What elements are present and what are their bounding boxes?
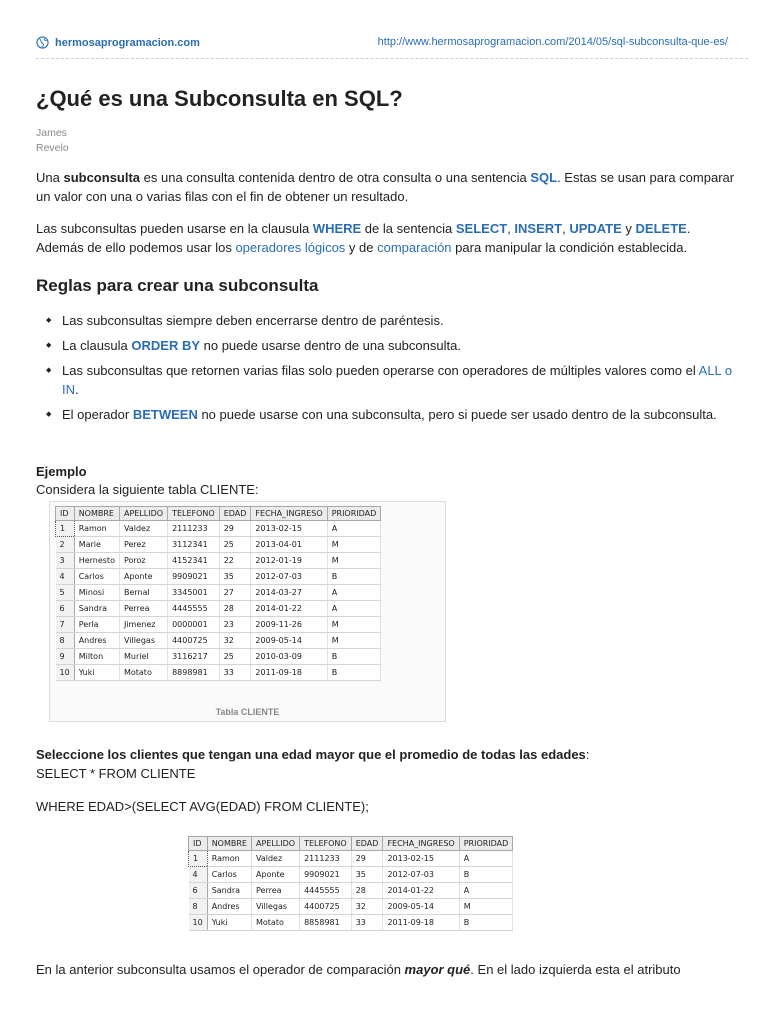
- query-line-2: WHERE EDAD>(SELECT AVG(EDAD) FROM CLIENTE);: [36, 799, 369, 814]
- table-cell: A: [327, 601, 381, 617]
- table-body: [56, 521, 381, 681]
- table-cell: 3: [56, 553, 75, 569]
- table-cell: B: [327, 569, 381, 585]
- column-header: ID: [189, 837, 208, 851]
- table-row: [56, 569, 381, 585]
- table-cell: 4152341: [168, 553, 220, 569]
- term-mayor-que: mayor qué: [404, 962, 471, 977]
- list-item: [36, 405, 736, 424]
- table-cell: 2111233: [168, 521, 220, 537]
- table-cell: 32: [219, 633, 251, 649]
- table-header-row: [56, 507, 381, 521]
- table-cell: B: [459, 915, 513, 931]
- table-cell: 2012-01-19: [251, 553, 327, 569]
- table-cell: 2009-05-14: [383, 899, 459, 915]
- sql-link[interactable]: SQL: [530, 170, 558, 185]
- text-run: Las subconsultas pueden usarse en la clausula: [36, 221, 313, 236]
- table-cell: 35: [219, 569, 251, 585]
- table-cell: Poroz: [119, 553, 167, 569]
- table-cell: Valdez: [251, 851, 299, 867]
- table-cell: 29: [351, 851, 383, 867]
- table-cell: 0000001: [168, 617, 220, 633]
- example-text: Considera la siguiente tabla CLIENTE:: [36, 482, 259, 497]
- text-run: El operador: [62, 407, 133, 422]
- table-cell: A: [327, 521, 381, 537]
- term-subconsulta: subconsulta: [63, 170, 141, 185]
- table-cell: M: [459, 899, 513, 915]
- table-row: [189, 867, 513, 883]
- table-row: [189, 915, 513, 931]
- table-row: [189, 851, 513, 867]
- table-cell: 10: [56, 665, 75, 681]
- column-header: FECHA_INGRESO: [383, 837, 459, 851]
- table-cell: 4400725: [168, 633, 220, 649]
- table-cell: 1: [189, 851, 208, 867]
- table-row: [189, 883, 513, 899]
- table-cell: 9909021: [300, 867, 352, 883]
- table-row: [56, 633, 381, 649]
- table-cell: 29: [219, 521, 251, 537]
- table-cell: 2013-02-15: [383, 851, 459, 867]
- table-row: [56, 521, 381, 537]
- table-cell: M: [327, 617, 381, 633]
- table-cell: 2011-09-18: [251, 665, 327, 681]
- logical-operators-link[interactable]: operadores lógicos: [235, 240, 346, 255]
- column-header: FECHA_INGRESO: [251, 507, 327, 521]
- table-cell: Bernal: [119, 585, 167, 601]
- list-item: [36, 336, 736, 355]
- table-cell: 4: [189, 867, 208, 883]
- author: [36, 126, 69, 156]
- table-cell: Andres: [74, 633, 119, 649]
- table-row: [56, 649, 381, 665]
- table-cell: 2009-05-14: [251, 633, 327, 649]
- table-cell: 2012-07-03: [251, 569, 327, 585]
- table-cell: 25: [219, 537, 251, 553]
- select-link[interactable]: SELECT: [455, 221, 508, 236]
- table-header-row: [189, 837, 513, 851]
- table-cell: 1: [56, 521, 75, 537]
- table-cell: 4400725: [300, 899, 352, 915]
- table-cell: B: [459, 867, 513, 883]
- list-item: [36, 311, 736, 330]
- table-row: [56, 665, 381, 681]
- table-cell: 2012-07-03: [383, 867, 459, 883]
- text-run: y: [621, 221, 636, 236]
- table-cell: Milton: [74, 649, 119, 665]
- table-cell: M: [327, 553, 381, 569]
- table-cell: 10: [189, 915, 208, 931]
- table-cell: 23: [219, 617, 251, 633]
- figure-caption: Tabla CLIENTE: [215, 707, 280, 717]
- table-cell: Perez: [119, 537, 167, 553]
- table-cell: Yuki: [207, 915, 251, 931]
- comparison-link[interactable]: comparación: [377, 240, 452, 255]
- table-cell: 3112341: [168, 537, 220, 553]
- table-cell: Villegas: [251, 899, 299, 915]
- table-cell: 8858981: [300, 915, 352, 931]
- table-cell: Motato: [251, 915, 299, 931]
- text-run: no puede usarse dentro de una subconsulta.: [200, 338, 461, 353]
- table-cell: Aponte: [119, 569, 167, 585]
- table-cell: 25: [219, 649, 251, 665]
- table-cell: 9909021: [168, 569, 220, 585]
- all-in-link[interactable]: ALL o IN: [62, 363, 733, 397]
- table-cell: 2013-02-15: [251, 521, 327, 537]
- text-run: Una: [36, 170, 64, 185]
- table-cell: 4445555: [168, 601, 220, 617]
- table-row: [56, 601, 381, 617]
- between-link[interactable]: BETWEEN: [132, 407, 198, 422]
- column-header: APELLIDO: [251, 837, 299, 851]
- column-header: EDAD: [351, 837, 383, 851]
- table-cell: B: [327, 665, 381, 681]
- table-cell: 6: [56, 601, 75, 617]
- where-link[interactable]: WHERE: [312, 221, 362, 236]
- text-run: de la sentencia: [361, 221, 456, 236]
- text-run: .: [75, 382, 79, 397]
- table-cell: 2014-03-27: [251, 585, 327, 601]
- table-cell: 2010-03-09: [251, 649, 327, 665]
- column-header: APELLIDO: [119, 507, 167, 521]
- update-link[interactable]: UPDATE: [569, 221, 622, 236]
- table-cell: 22: [219, 553, 251, 569]
- table-cell: Hernesto: [74, 553, 119, 569]
- table-row: [56, 537, 381, 553]
- column-header: NOMBRE: [207, 837, 251, 851]
- table-cell: 2: [56, 537, 75, 553]
- column-header: TELEFONO: [300, 837, 352, 851]
- query-line-1: SELECT * FROM CLIENTE: [36, 766, 196, 781]
- text-run: . Además de ello podemos usar los: [36, 221, 691, 255]
- table-cell: 4445555: [300, 883, 352, 899]
- table-body: [189, 851, 513, 931]
- order-by-link[interactable]: ORDER BY: [131, 338, 201, 353]
- text-run: es una consulta contenida dentro de otra consulta o una sentencia: [140, 170, 531, 185]
- table-cell: 8: [56, 633, 75, 649]
- table-cell: M: [327, 537, 381, 553]
- example-heading: [36, 462, 87, 481]
- table-cell: Jimenez: [119, 617, 167, 633]
- table-cell: Motato: [119, 665, 167, 681]
- text-run: Las subconsultas que retornen varias filas solo pueden operarse con operadores de múltiples valores como el: [62, 363, 699, 378]
- table-cell: 2111233: [300, 851, 352, 867]
- page-title: ¿Qué es una Subconsulta en SQL?: [36, 86, 403, 111]
- text-run: Las subconsultas siempre deben encerrarse dentro de paréntesis.: [62, 313, 444, 328]
- table-cell: 6: [189, 883, 208, 899]
- cliente-table: [55, 506, 381, 681]
- table-cell: 33: [219, 665, 251, 681]
- table-cell: 28: [219, 601, 251, 617]
- table-cell: 3345001: [168, 585, 220, 601]
- table-cell: A: [327, 585, 381, 601]
- table-cell: 2014-01-22: [251, 601, 327, 617]
- table-cell: A: [459, 851, 513, 867]
- table-cell: Villegas: [119, 633, 167, 649]
- result-table: [188, 836, 513, 931]
- table-cell: Valdez: [119, 521, 167, 537]
- rules-list: [36, 311, 736, 430]
- table-row: [56, 585, 381, 601]
- table-cell: Carlos: [74, 569, 119, 585]
- column-header: PRIORIDAD: [327, 507, 381, 521]
- header-divider: [36, 58, 748, 59]
- table-cell: 8: [189, 899, 208, 915]
- text-run: . En el lado izquierda esta el atributo: [470, 962, 681, 977]
- column-header: NOMBRE: [74, 507, 119, 521]
- table-cell: Muriel: [119, 649, 167, 665]
- rules-heading: Reglas para crear una subconsulta: [36, 276, 319, 295]
- query-lead: [36, 745, 589, 764]
- intro-paragraph-2: [36, 219, 736, 257]
- site-link[interactable]: [36, 36, 200, 49]
- text-run: y de: [345, 240, 378, 255]
- intro-paragraph-1: [36, 168, 736, 206]
- text-run: ,: [507, 221, 515, 236]
- text-run: no puede usarse con una subconsulta, pero si puede ser usado dentro de la subconsulta.: [197, 407, 717, 422]
- table-cell: Ramon: [74, 521, 119, 537]
- table-cell: Perrea: [251, 883, 299, 899]
- table-cell: Andres: [207, 899, 251, 915]
- table-cell: 27: [219, 585, 251, 601]
- column-header: ID: [56, 507, 75, 521]
- table-row: [189, 899, 513, 915]
- table-cell: Marie: [74, 537, 119, 553]
- table-row: [56, 553, 381, 569]
- column-header: EDAD: [219, 507, 251, 521]
- table-cell: A: [459, 883, 513, 899]
- table-cell: 2011-09-18: [383, 915, 459, 931]
- list-item: [36, 361, 736, 399]
- text-run: La clausula: [62, 338, 132, 353]
- table-cell: 35: [351, 867, 383, 883]
- table-cell: Yuki: [74, 665, 119, 681]
- table-cell: 2009-11-26: [251, 617, 327, 633]
- text-run: para manipular la condición establecida.: [451, 240, 688, 255]
- table-cell: 2014-01-22: [383, 883, 459, 899]
- author-first-name: James: [36, 127, 67, 139]
- text-run: ,: [562, 221, 570, 236]
- table-cell: Minosi: [74, 585, 119, 601]
- table-cell: Sandra: [207, 883, 251, 899]
- table-cell: 33: [351, 915, 383, 931]
- table-cell: Sandra: [74, 601, 119, 617]
- table-cell: B: [327, 649, 381, 665]
- table-cell: 4: [56, 569, 75, 585]
- table-cell: 32: [351, 899, 383, 915]
- table-cell: Carlos: [207, 867, 251, 883]
- table-row: [56, 617, 381, 633]
- table-cell: 28: [351, 883, 383, 899]
- table-cell: Aponte: [251, 867, 299, 883]
- insert-link[interactable]: INSERT: [514, 221, 563, 236]
- example-title: Ejemplo: [36, 464, 87, 479]
- text-run: En la anterior subconsulta usamos el operador de comparación: [36, 962, 405, 977]
- site-name: hermosaprogramacion.com: [55, 36, 200, 49]
- table-cell: 3116217: [168, 649, 220, 665]
- table-cell: 8898981: [168, 665, 220, 681]
- table-cell: Perrea: [119, 601, 167, 617]
- table-cell: Perla: [74, 617, 119, 633]
- text-run: . Estas se usan para comparar un valor con una o varias filas con el fin de obtener un resultado.: [36, 170, 735, 204]
- page-header: [36, 36, 728, 52]
- delete-link[interactable]: DELETE: [635, 221, 687, 236]
- table-cell: 7: [56, 617, 75, 633]
- column-header: TELEFONO: [168, 507, 220, 521]
- text-run: :: [585, 747, 590, 762]
- source-url-link[interactable]: http://www.hermosaprogramacion.com/2014/05/sql-subconsulta-que-es/: [377, 36, 728, 48]
- table-cell: 2013-04-01: [251, 537, 327, 553]
- table-cell: 9: [56, 649, 75, 665]
- globe-icon: [36, 36, 49, 49]
- column-header: PRIORIDAD: [459, 837, 513, 851]
- table-cell: 5: [56, 585, 75, 601]
- query-lead-text: Seleccione los clientes que tengan una edad mayor que el promedio de todas las edades: [36, 747, 586, 762]
- table-cell: Ramon: [207, 851, 251, 867]
- author-last-name: Revelo: [36, 142, 69, 154]
- table-cell: M: [327, 633, 381, 649]
- outro-paragraph: [36, 960, 681, 979]
